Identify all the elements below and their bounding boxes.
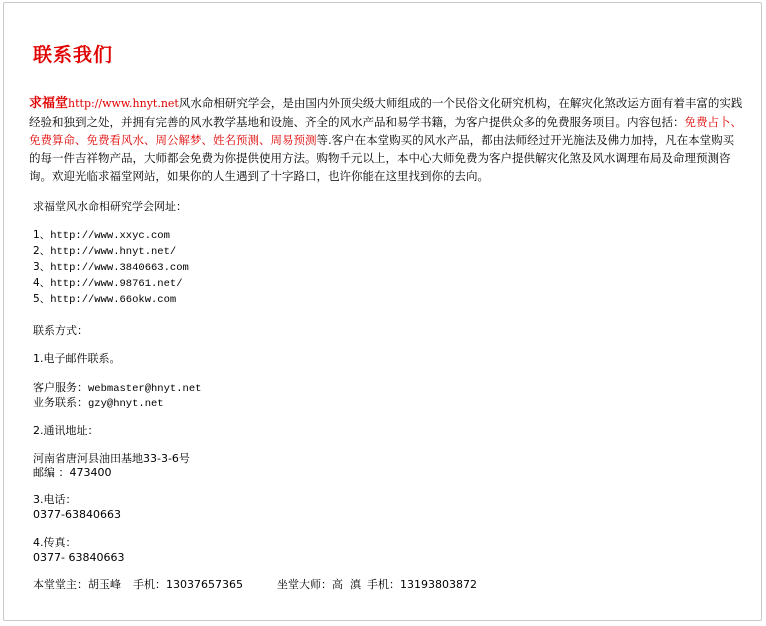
business-label: 业务联系： <box>33 396 88 409</box>
intro-text-1: 风水命相研究学会，是由国内外顶尖级大师组成的一个民俗文化研究机构，在解灾化煞改运方面有着丰富的实践经验和独到之处，并拥有完善的风水教学基地和设施、齐全的风水产品和易学书籍，为客户提供众多的免费服务项目。内容包括： <box>29 96 743 129</box>
sites-list <box>33 228 189 308</box>
page-title: 联系我们 <box>33 44 114 66</box>
phone-number: 0377-63840663 <box>33 508 121 521</box>
phone-section-title: 3.电话： <box>33 493 77 506</box>
business-contact <box>33 396 164 411</box>
site-link[interactable]: http://www.3840663.com <box>50 262 189 274</box>
site-item <box>33 260 189 276</box>
address-section-title: 2.通讯地址： <box>33 424 99 437</box>
master-mobile-label: 手机： <box>366 578 400 591</box>
site-link[interactable]: http://www.xxyc.com <box>50 230 170 242</box>
intro-paragraph <box>29 94 745 185</box>
site-link[interactable]: http://www.98761.net/ <box>50 278 183 290</box>
service-email-link[interactable]: webmaster@hnyt.net <box>88 383 202 395</box>
site-item <box>33 228 189 244</box>
site-item <box>33 292 189 308</box>
brand-name: 求福堂 <box>29 96 69 111</box>
site-item <box>33 244 189 260</box>
zip-value: 473400 <box>69 466 112 479</box>
owners-line <box>33 578 483 592</box>
site-num: 2、 <box>33 245 51 257</box>
contact-heading: 联系方式： <box>33 324 88 337</box>
service-contact <box>33 381 201 396</box>
owner-label: 本堂堂主：胡玉峰 <box>33 578 121 591</box>
services-list: 免费占卜、免费算命、免费看风水、周公解梦、姓名预测、周易预测 <box>29 115 742 147</box>
site-num: 5、 <box>33 293 51 305</box>
fax-number: 0377- 63840663 <box>33 551 125 564</box>
site-link[interactable]: http://www.66okw.com <box>50 294 177 306</box>
site-num: 3、 <box>33 261 51 273</box>
service-label: 客户服务： <box>33 381 88 394</box>
intro-text-2: 等.客户在本堂购买的风水产品，都由法师经过开光施法及佛力加持，凡在本堂购买的每一件吉祥物产品，大师都会免费为你提供使用方法。购物千元以上，本中心大师免费为客户提供解灾化煞及风水调理布局及命理预测咨询。欢迎光临求福堂网站，如果你的人生遇到了十字路口，也许你能在这里找到你的去向。 <box>29 133 735 183</box>
sites-heading: 求福堂风水命相研究学会网址： <box>33 200 187 213</box>
brand-url-link[interactable]: http://www.hnyt.net <box>68 97 179 110</box>
fax-section-title: 4.传真： <box>33 536 77 549</box>
site-num: 1、 <box>33 229 51 241</box>
business-email-link[interactable]: gzy@hnyt.net <box>88 398 164 410</box>
owner-mobile: 13037657365 <box>166 578 243 591</box>
email-section-title: 1.电子邮件联系。 <box>33 352 121 365</box>
zip-label: 邮编 ： <box>33 466 70 479</box>
address-text: 河南省唐河县油田基地33-3-6号 <box>33 452 190 465</box>
zip-line <box>33 466 112 480</box>
site-link[interactable]: http://www.hnyt.net/ <box>50 246 177 258</box>
site-num: 4、 <box>33 277 51 289</box>
master-label: 坐堂大师：高 滇 <box>276 578 361 591</box>
owner-mobile-label: 手机： <box>133 578 166 591</box>
master-mobile: 13193803872 <box>399 578 477 591</box>
site-item <box>33 276 189 292</box>
